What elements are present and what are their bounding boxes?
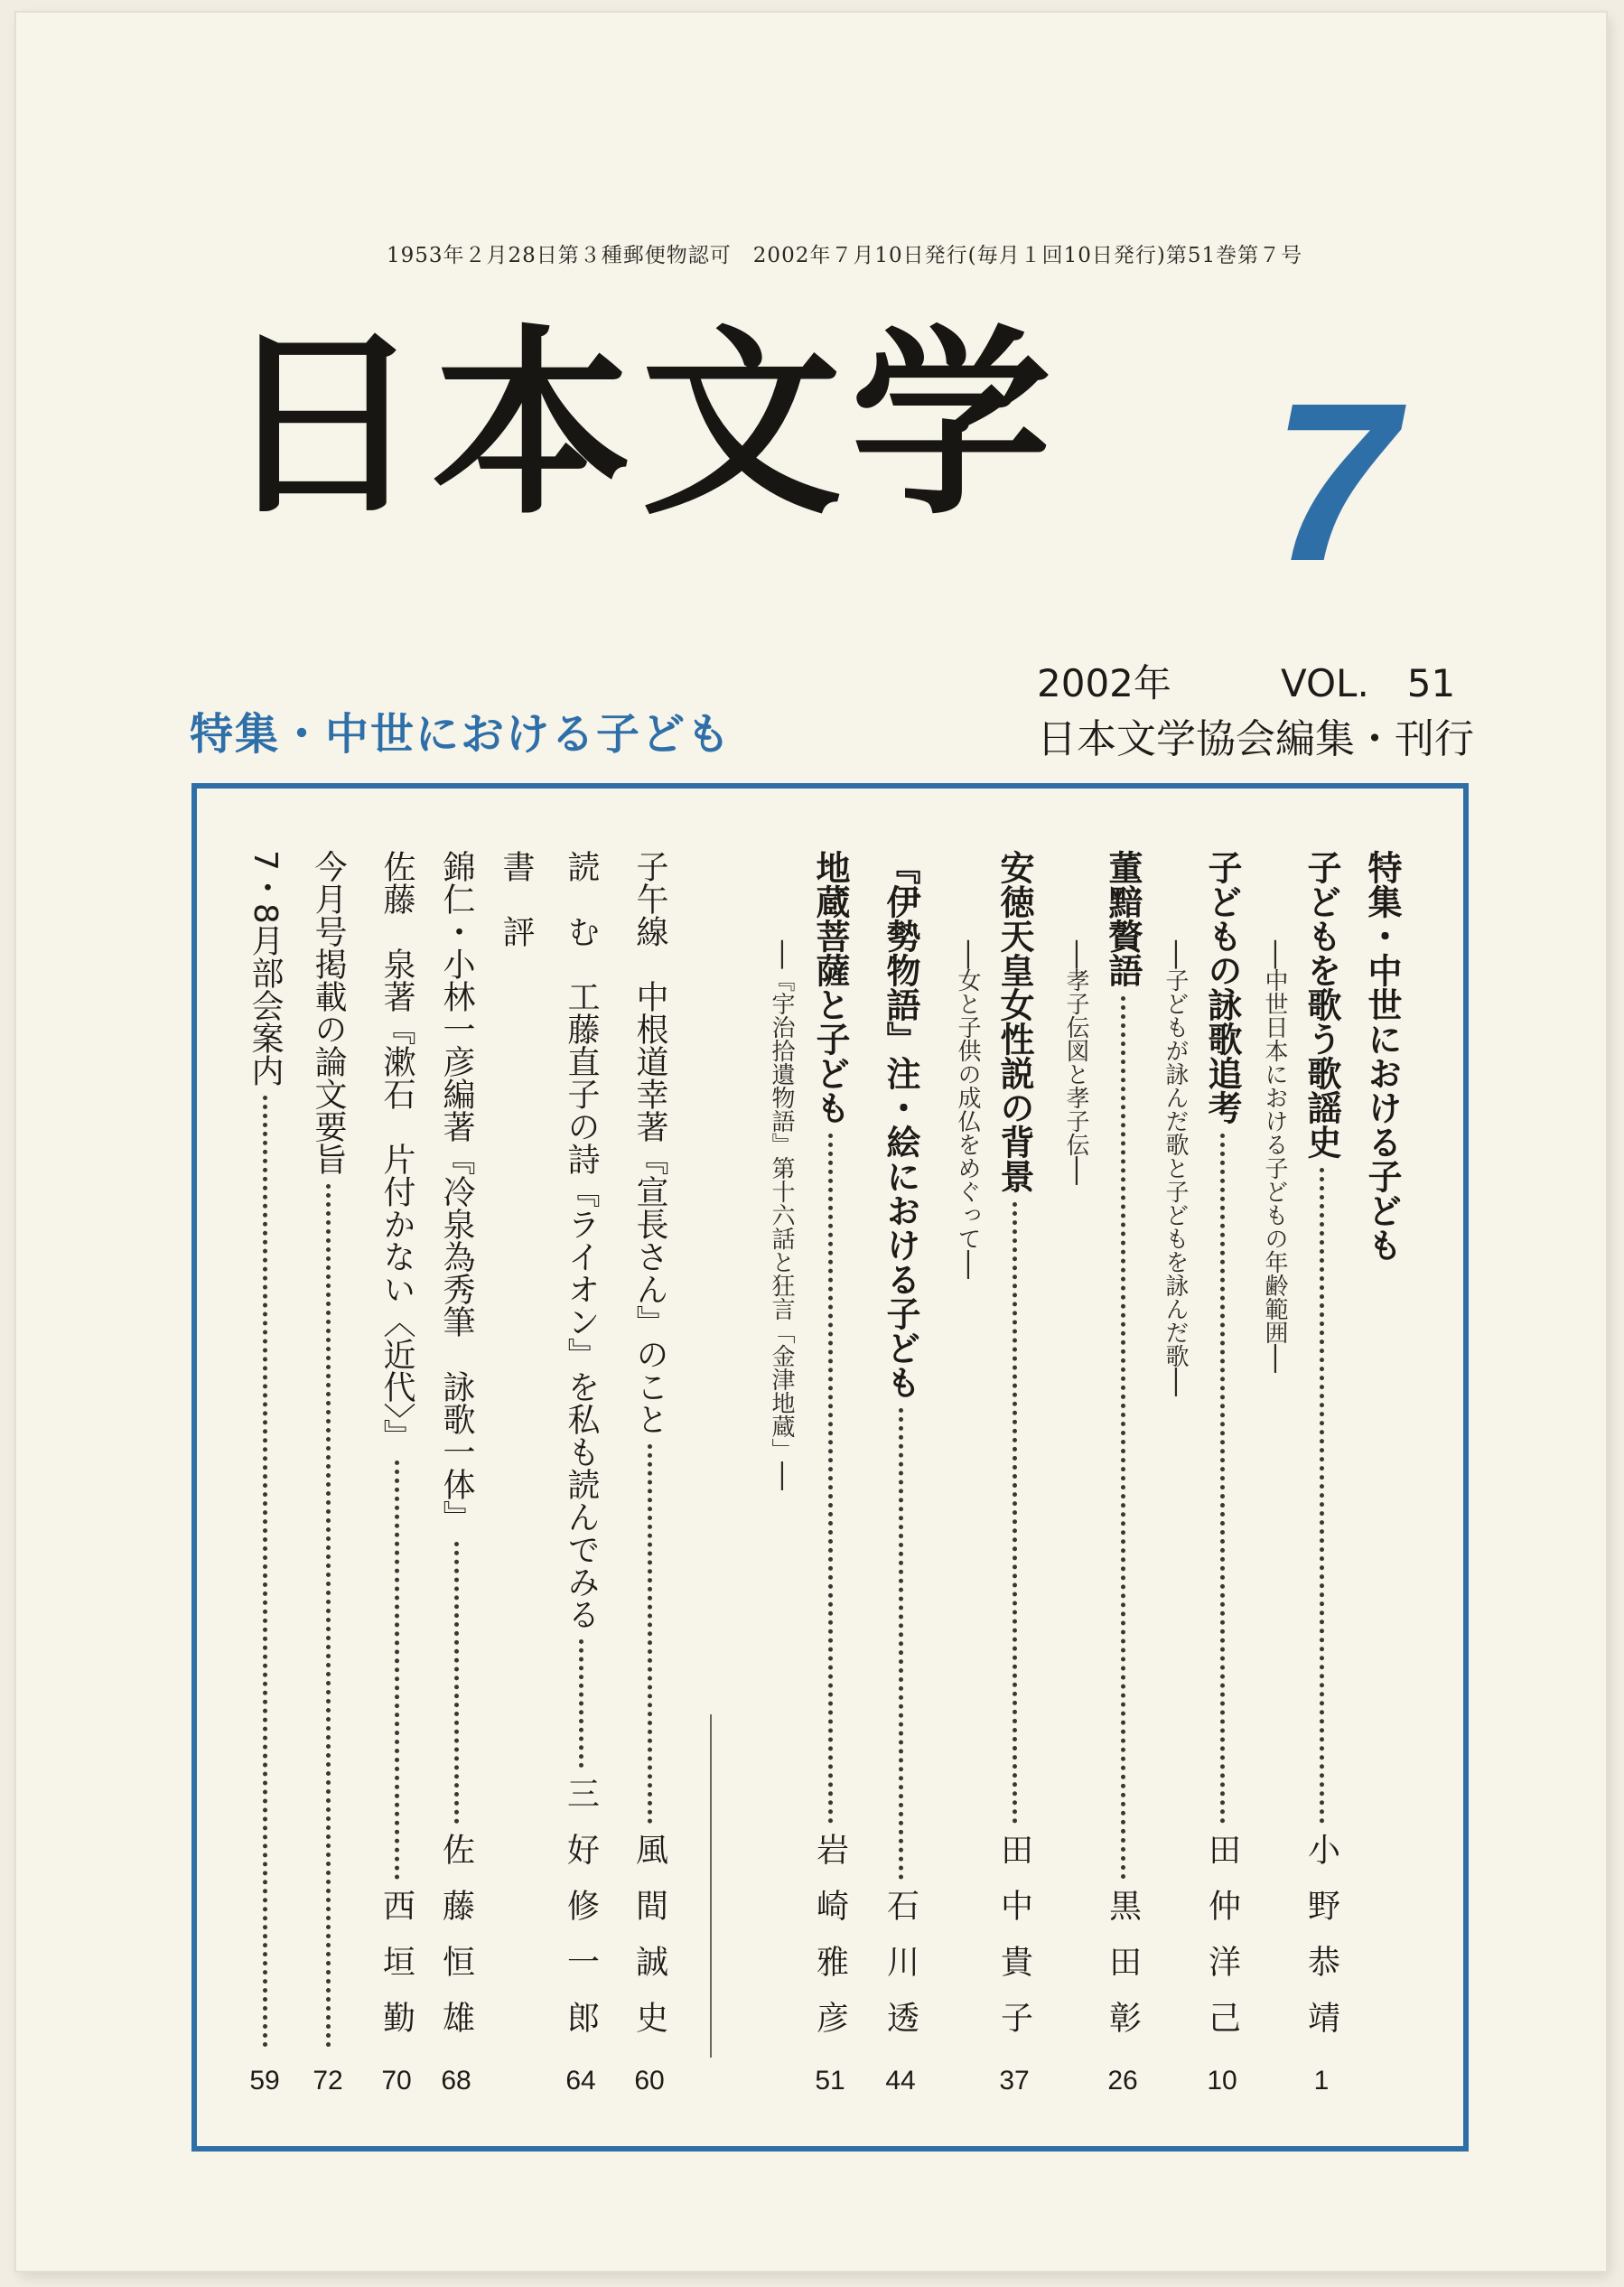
toc-article-subtitle: ──孝子伝図と孝子伝── — [1062, 940, 1089, 1185]
article-author: 石川透 — [882, 1889, 919, 2057]
toc-article — [1199, 850, 1245, 2096]
misc-page: 60 — [634, 2066, 665, 2096]
article-title: 子どもの詠歌追考 — [1202, 850, 1242, 1125]
dot-leader — [1121, 996, 1125, 1880]
dot-leader — [1320, 1168, 1324, 1824]
section-divider — [710, 1714, 712, 2058]
toc-article — [878, 850, 923, 2096]
article-title: 地蔵菩薩と子ども — [810, 850, 850, 1125]
magazine-title: 日本文学 — [222, 307, 1060, 542]
misc-label: 子午線 中根道幸著『宣長さん』のこと — [631, 850, 668, 1435]
article-title: 安徳天皇女性説の背景 — [994, 850, 1034, 1193]
article-title: 『伊勢物語』注・絵における子ども — [881, 850, 920, 1399]
misc-page: 64 — [565, 2066, 596, 2096]
article-author: 小野恭靖 — [1302, 1833, 1340, 2057]
publisher: 日本文学協会編集・刊行 — [1037, 716, 1474, 762]
toc-extra-item — [242, 850, 287, 2096]
review-heading: 書 評 — [498, 850, 535, 947]
review-label: 錦仁・小林一彦編著『冷泉為秀筆 詠歌一体』 — [438, 850, 475, 1533]
article-page: 26 — [1107, 2066, 1138, 2096]
toc-review-item — [374, 850, 419, 2096]
dot-leader — [828, 1134, 833, 1824]
volume-label: VOL. 51 — [1281, 661, 1456, 705]
toc-review-item — [434, 850, 479, 2096]
article-author: 黒田彰 — [1104, 1889, 1142, 2057]
extra-page: 72 — [313, 2066, 343, 2096]
dot-leader — [326, 1184, 331, 2048]
article-page: 51 — [815, 2066, 845, 2096]
dot-leader — [899, 1408, 903, 1880]
extra-label: 今月号掲載の論文要旨 — [310, 850, 347, 1175]
dot-leader — [395, 1461, 399, 1880]
article-page: 44 — [885, 2066, 916, 2096]
dot-leader — [1220, 1134, 1225, 1824]
extra-page: 59 — [249, 2066, 280, 2096]
toc-misc-item — [558, 850, 603, 2096]
issue-number: 7 — [1272, 356, 1398, 608]
review-page: 68 — [441, 2066, 471, 2096]
toc-extra-item — [305, 850, 350, 2096]
toc-article-subtitle: ──子どもが詠んだ歌と子どもを詠んだ歌── — [1162, 940, 1189, 1396]
toc-misc-item — [627, 850, 672, 2096]
dot-leader — [648, 1444, 652, 1824]
dot-leader — [579, 1639, 583, 1768]
review-label: 佐藤 泉著『漱石 片付かない〈近代〉』 — [378, 850, 415, 1452]
toc-section-heading: 特集・中世における子ども — [1362, 850, 1402, 1262]
toc-article — [1100, 850, 1145, 2096]
toc-article-subtitle: ──中世日本における子どもの年齢範囲── — [1261, 940, 1288, 1373]
article-page: 37 — [999, 2066, 1030, 2096]
toc-article-subtitle: ──女と子供の成仏をめぐって── — [954, 940, 981, 1279]
postal-registration-note: 1953年２月28日第３種郵便物認可 2002年７月10日発行(毎月１回10日発行)第51巻第７号 — [387, 244, 1303, 267]
review-author: 佐藤恒雄 — [437, 1833, 475, 2057]
dot-leader — [1013, 1202, 1017, 1824]
table-of-contents — [191, 783, 1469, 2152]
article-author: 岩崎雅彦 — [811, 1833, 849, 2057]
publication-year: 2002年 — [1037, 661, 1171, 705]
dot-leader — [263, 1096, 267, 2048]
toc-article — [1299, 850, 1344, 2096]
extra-label: 7・8月部会案内 — [247, 850, 284, 1087]
dot-leader — [454, 1542, 459, 1824]
toc-article — [992, 850, 1037, 2096]
article-title: 董黯贅語 — [1103, 850, 1143, 987]
article-page: 1 — [1313, 2066, 1330, 2096]
article-page: 10 — [1207, 2066, 1237, 2096]
special-feature-heading: 特集・中世における子ども — [190, 709, 733, 760]
article-author: 田仲洋己 — [1203, 1833, 1241, 2057]
misc-author: 風間誠史 — [630, 1833, 668, 2057]
misc-author: 三好修一郎 — [562, 1777, 600, 2057]
misc-label: 読 む 工藤直子の詩『ライオン』を私も読んでみる — [563, 850, 600, 1630]
article-title: 子どもを歌う歌謡史 — [1302, 850, 1341, 1159]
article-author: 田中貴子 — [995, 1833, 1033, 2057]
toc-article — [807, 850, 853, 2096]
toc-article-subtitle: ──『宇治拾遺物語』第十六話と狂言「金津地蔵」── — [768, 940, 795, 1490]
magazine-cover — [16, 13, 1606, 2271]
review-page: 70 — [381, 2066, 412, 2096]
review-author: 西垣勤 — [378, 1889, 415, 2057]
